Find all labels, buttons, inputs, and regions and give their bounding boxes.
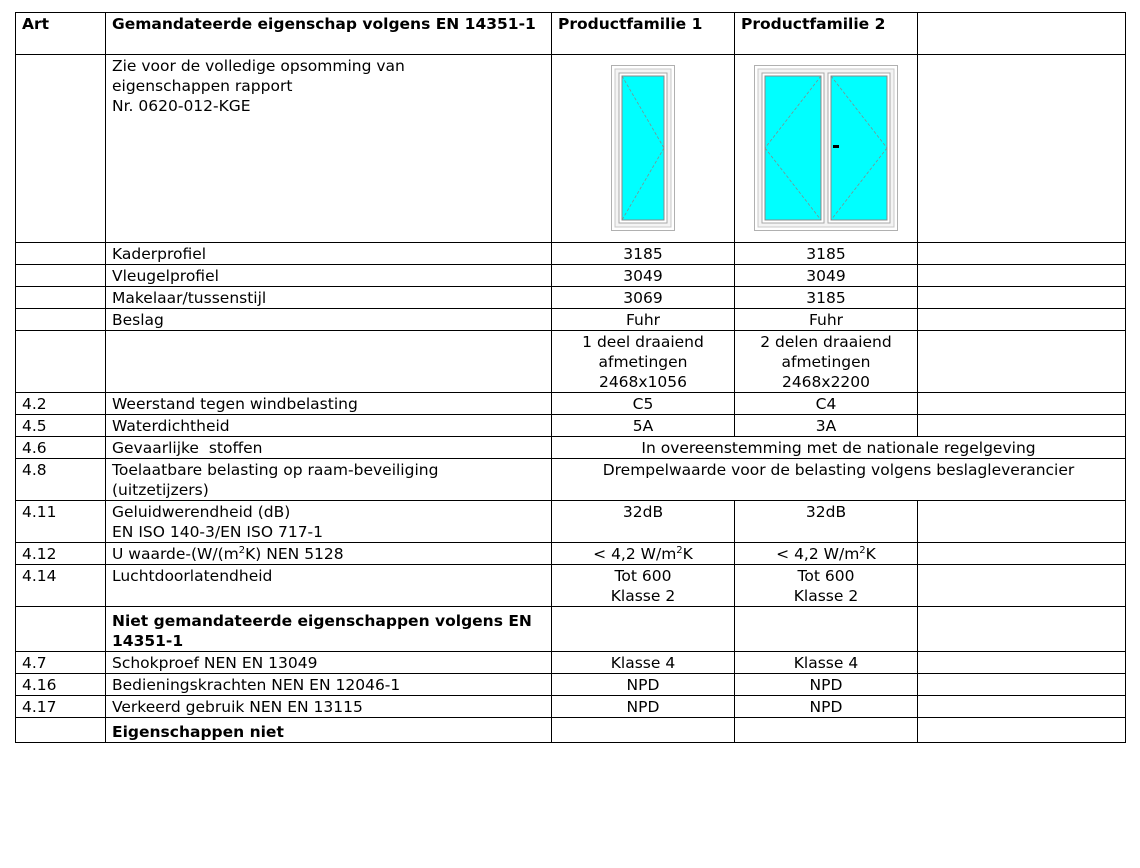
header-art: Art <box>16 13 106 55</box>
spec-row <box>16 265 1126 287</box>
header-empty <box>918 13 1126 55</box>
single-casement-window-icon <box>611 65 675 231</box>
property-label: U waarde-($W/(m^2K)$ NEN 5128 <box>106 543 552 565</box>
spec-label: Beslag <box>106 309 552 331</box>
spec-f1: 3185 <box>552 243 735 265</box>
art-cell: 4.6 <box>16 437 106 459</box>
u-value-f2: < 4,2 $W/m^2K$ <box>735 543 918 565</box>
spec-row <box>16 287 1126 309</box>
row-4-12 <box>16 543 1126 565</box>
spec-f1: 3049 <box>552 265 735 287</box>
table-row: 4.7 Schokproef NEN EN 13049 Klasse 4 Klasse 4 <box>16 652 1126 674</box>
intro-art <box>16 55 106 243</box>
spec-label: Makelaar/tussenstijl <box>106 287 552 309</box>
dims-f2: 2 delen draaiend afmetingen 2468x2200 <box>735 331 918 393</box>
row-4-8 <box>16 459 1126 501</box>
intro-row <box>16 55 1126 243</box>
header-family1: Productfamilie 1 <box>552 13 735 55</box>
section-heading: Niet gemandateerde eigenschappen volgens EN 14351-1 <box>106 607 552 652</box>
row-4-11: 4.11 Geluidwerendheid (dB) EN ISO 140-3/EN ISO 717-1 32dB 32dB <box>16 501 1126 543</box>
row-4-14: 4.14 Luchtdoorlatendheid Tot 600 Klasse 2 Tot 600 Klasse 2 <box>16 565 1126 607</box>
table-row: 4.16 Bedieningskrachten NEN EN 12046-1 NPD NPD <box>16 674 1126 696</box>
art-cell: 4.2 <box>16 393 106 415</box>
merged-value: Drempelwaarde voor de belasting volgens beslagleverancier <box>552 459 1126 501</box>
art-cell: 4.12 <box>16 543 106 565</box>
property-label: Verkeerd gebruik NEN EN 13115 <box>106 696 552 718</box>
spec-f2: 3185 <box>735 243 918 265</box>
property-label: Weerstand tegen windbelasting <box>106 393 552 415</box>
intro-empty <box>918 55 1126 243</box>
row-4-2: 4.2 Weerstand tegen windbelasting C5 C4 <box>16 393 1126 415</box>
property-label: Geluidwerendheid (dB) EN ISO 140-3/EN ISO 717-1 <box>106 501 552 543</box>
intro-line1: Zie voor de volledige opsomming van <box>112 57 405 75</box>
header-family2: Productfamilie 2 <box>735 13 918 55</box>
row-4-5: 4.5 Waterdichtheid 5A 3A <box>16 415 1126 437</box>
art-cell: 4.8 <box>16 459 106 501</box>
row-4-6 <box>16 437 1126 459</box>
family2-figure-cell <box>735 55 918 243</box>
header-property: Gemandateerde eigenschap volgens EN 14351-1 <box>106 13 552 55</box>
spec-row <box>16 243 1126 265</box>
spec-row <box>16 309 1126 331</box>
property-label: Schokproef NEN EN 13049 <box>106 652 552 674</box>
u-value-f1: < 4,2 $W/m^2K$ <box>552 543 735 565</box>
spec-f2: 3185 <box>735 287 918 309</box>
merged-value: In overeenstemming met de nationale regelgeving <box>552 437 1126 459</box>
table-row: 4.17 Verkeerd gebruik NEN EN 13115 NPD NPD <box>16 696 1126 718</box>
property-label: Luchtdoorlatendheid <box>106 565 552 607</box>
intro-line3: Nr. 0620-012-KGE <box>112 97 251 115</box>
footer-heading-row <box>16 718 1126 743</box>
section-heading: Eigenschappen niet <box>106 718 552 743</box>
header-row <box>16 13 1126 55</box>
spec-f1: Fuhr <box>552 309 735 331</box>
art-cell: 4.7 <box>16 652 106 674</box>
art-cell: 4.11 <box>16 501 106 543</box>
family1-figure-cell <box>552 55 735 243</box>
document-page <box>15 12 1126 743</box>
spec-label: Vleugelprofiel <box>106 265 552 287</box>
property-label: Toelaatbare belasting op raam-beveiliging (uitzetijzers) <box>106 459 552 501</box>
double-casement-window-icon <box>754 65 898 231</box>
spec-f2: 3049 <box>735 265 918 287</box>
intro-line2: eigenschappen rapport <box>112 77 293 95</box>
property-label: Waterdichtheid <box>106 415 552 437</box>
spec-f1: 3069 <box>552 287 735 309</box>
art-cell: 4.5 <box>16 415 106 437</box>
spec-label: Kaderprofiel <box>106 243 552 265</box>
art-cell: 4.17 <box>16 696 106 718</box>
non-mandated-heading-row <box>16 607 1126 652</box>
art-cell: 4.16 <box>16 674 106 696</box>
spec-f2: Fuhr <box>735 309 918 331</box>
art-cell: 4.14 <box>16 565 106 607</box>
property-label: Gevaarlijke stoffen <box>106 437 552 459</box>
property-label: Bedieningskrachten NEN EN 12046-1 <box>106 674 552 696</box>
properties-table <box>15 12 1126 743</box>
dimensions-row <box>16 331 1126 393</box>
dims-f1: 1 deel draaiend afmetingen 2468x1056 <box>552 331 735 393</box>
intro-text <box>106 55 552 243</box>
